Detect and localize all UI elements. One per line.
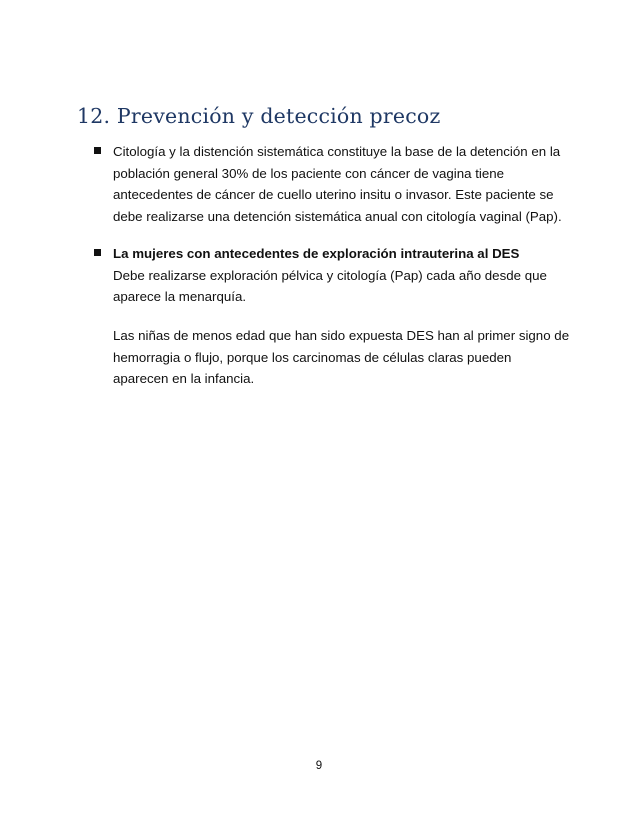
text-line: aparece la menarquía.: [113, 289, 247, 304]
bullet-paragraph: [113, 141, 578, 227]
page-number: 9: [315, 760, 323, 772]
bullet-title: La mujeres con antecedentes de exploración intrauterina al DES: [113, 246, 520, 261]
square-bullet-icon: [94, 249, 101, 256]
text-line: hemorragia o flujo, porque los carcinomas de células claras pueden: [113, 349, 512, 365]
section-heading: 12. Prevención y detección precoz: [77, 104, 441, 128]
text-line: aparecen en la infancia.: [113, 371, 255, 386]
bullet-paragraph: [113, 243, 578, 308]
text-line: Debe realizarse exploración pélvica y citología (Pap) cada año desde que: [113, 267, 547, 283]
follow-paragraph: [113, 325, 578, 390]
text-line: Las niñas de menos edad que han sido expuesta DES han al primer signo de: [113, 328, 570, 343]
text-line: debe realizarse una detención sistemática anual con citología vaginal (Pap).: [113, 208, 562, 224]
text-line: antecedentes de cáncer de cuello uterino insitu o invasor. Este paciente se: [113, 187, 554, 202]
square-bullet-icon: [94, 147, 101, 154]
text-line: Citología y la distención sistemática constituye la base de la detención en la: [113, 144, 561, 159]
text-line: población general 30% de los paciente con cáncer de vagina tiene: [113, 165, 505, 181]
